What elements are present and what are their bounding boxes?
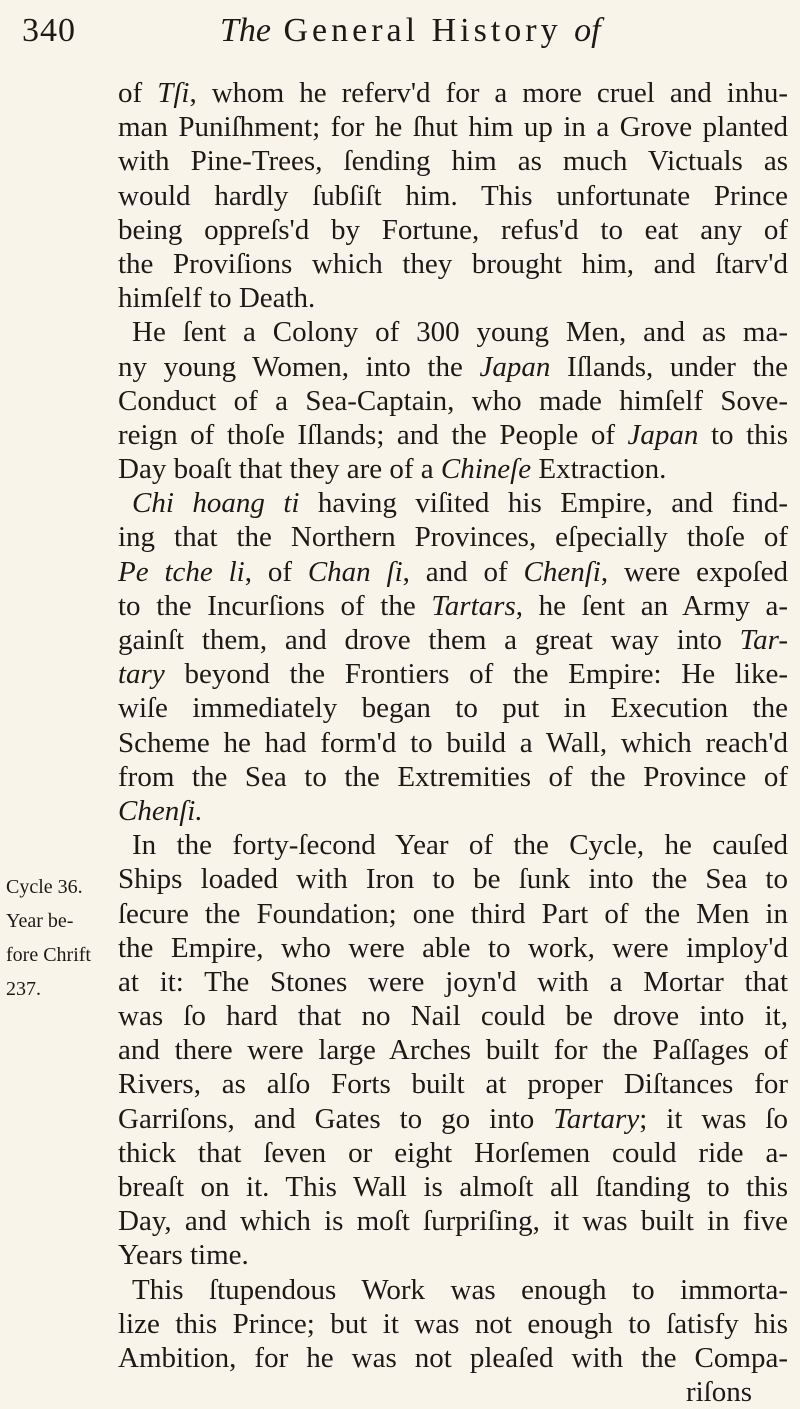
margin-note-line: Cycle 36. <box>6 876 83 898</box>
text-run: lize this Prince; but it was not enough to ſatisfy his <box>118 1307 788 1340</box>
running-head-suffix: of <box>574 12 601 49</box>
text-line <box>118 760 788 794</box>
text-line <box>118 281 788 315</box>
text-run: the Empire, who were able to work, were imploy'd <box>118 931 788 964</box>
text-line <box>118 691 788 725</box>
text-run: Rivers, as alſo Forts built at proper Diſtances for <box>118 1068 788 1101</box>
text-run: ny young Women, into the <box>118 350 480 383</box>
text-line <box>118 1238 788 1272</box>
text-run: breaſt on it. This Wall is almoſt all ſtanding to this <box>118 1171 788 1203</box>
text-run: with Pine-Trees, ſending him as much Victuals as <box>118 145 788 178</box>
margin-note <box>6 870 102 1006</box>
text-run: Ships loaded with Iron to be ſunk into the Sea to <box>118 863 788 896</box>
text-line <box>118 179 788 213</box>
text-run: Scheme he had form'd to build a Wall, which reach'd <box>118 726 788 759</box>
text-run: reign of thoſe Iſlands; and the People of <box>118 418 628 451</box>
text-line <box>118 1170 788 1204</box>
text-line <box>118 657 788 691</box>
text-line <box>118 1341 788 1375</box>
text-line <box>118 213 788 247</box>
text-run: gainſt them, and drove them a great way into <box>118 624 740 656</box>
text-line <box>118 350 788 384</box>
italic-text: Japan <box>479 350 551 383</box>
text-run: and there were large Arches built for the Paſſages of <box>118 1034 788 1067</box>
italic-text: Chenſi <box>523 555 601 588</box>
text-line <box>118 1375 788 1409</box>
italic-text: Chineſe <box>440 453 532 486</box>
text-line <box>118 384 788 418</box>
page-header <box>22 12 782 72</box>
text-run: having viſited his Empire, and find- <box>299 487 788 520</box>
text-run: Ambition, for he was not pleaſed with the Compa- <box>118 1341 788 1374</box>
text-run: at it: The Stones were joyn'd with a Mortar that <box>118 965 788 998</box>
text-line <box>118 862 788 896</box>
text-line <box>118 247 788 281</box>
italic-text: Chi hoang ti <box>132 487 300 520</box>
text-line <box>118 589 788 623</box>
text-line <box>118 555 788 589</box>
text-run: Conduct of a Sea-Captain, who made himſelf Sove- <box>118 384 788 417</box>
text-line <box>118 828 788 862</box>
text-line <box>118 520 788 554</box>
text-run: riſons <box>685 1376 752 1409</box>
italic-text: Chenſi. <box>118 794 203 827</box>
margin-note-line: Year be- <box>6 910 74 932</box>
text-run: ; it was ſo <box>639 1102 788 1135</box>
text-run: He ſent a Colony of 300 young Men, and as ma- <box>132 316 788 349</box>
italic-text: tary <box>118 658 165 691</box>
text-run: ing that the Northern Provinces, eſpecially thoſe of <box>118 521 788 554</box>
text-run: from the Sea to the Extremities of the Province of <box>118 760 788 793</box>
text-run: Iſlands, under the <box>550 350 789 383</box>
margin-note-line: fore Chrift <box>6 944 91 966</box>
margin-note-line: 237. <box>6 978 41 1000</box>
text-run: to this <box>698 418 788 451</box>
text-line <box>118 144 788 178</box>
text-line <box>118 1307 788 1341</box>
page-number: 340 <box>22 12 76 49</box>
running-head-prefix: The <box>220 12 271 49</box>
text-line <box>118 726 788 760</box>
text-line <box>118 897 788 931</box>
text-line <box>118 1102 788 1136</box>
text-run: thick that ſeven or eight Horſemen could ride a- <box>118 1136 788 1169</box>
body-text <box>118 76 788 1409</box>
text-run: , of <box>244 555 308 588</box>
text-run: This ſtupendous Work was enough to immorta- <box>132 1273 788 1306</box>
italic-text: Chan ſi <box>307 555 403 588</box>
text-run: Day boaſt that they are of a <box>118 453 441 486</box>
text-run: wiſe immediately began to put in Execution the <box>118 692 788 725</box>
text-line <box>118 931 788 965</box>
text-line <box>118 452 788 486</box>
text-run: man Puniſhment; for he ſhut him up in a Grove planted <box>118 111 788 144</box>
text-run: himſelf to Death. <box>118 282 316 315</box>
text-run: to the Incurſions of the <box>118 589 432 622</box>
text-run: , and of <box>402 555 524 588</box>
text-run: of <box>118 77 158 109</box>
italic-text: Tar- <box>739 624 788 656</box>
text-line <box>118 76 788 110</box>
text-run: ſecure the Foundation; one third Part of the Men in <box>118 897 788 930</box>
text-run: , he ſent an Army a- <box>515 589 788 622</box>
text-line <box>118 1067 788 1101</box>
text-line <box>118 418 788 452</box>
text-line <box>118 486 788 520</box>
text-run: Extraction. <box>531 453 667 486</box>
text-line <box>118 1273 788 1307</box>
italic-text: Japan <box>627 418 699 451</box>
text-run: , whom he referv'd for a more cruel and inhu- <box>189 77 788 109</box>
text-run: Years time. <box>118 1239 249 1272</box>
italic-text: Tartars <box>431 589 516 622</box>
text-line <box>118 315 788 349</box>
text-line <box>118 623 788 657</box>
italic-text: Pe tche li <box>118 555 245 588</box>
text-run: would hardly ſubſiſt him. This unfortunate Prince <box>118 179 788 212</box>
text-line <box>118 999 788 1033</box>
text-run: , were expoſed <box>600 555 788 588</box>
italic-text: Tartary <box>553 1102 640 1135</box>
text-run: Garriſons, and Gates to go into <box>118 1102 554 1135</box>
text-line <box>118 1204 788 1238</box>
text-run: Day, and which is moſt ſurpriſing, it was built in five <box>118 1205 788 1238</box>
text-run: beyond the Frontiers of the Empire: He like- <box>164 658 788 691</box>
text-line <box>118 794 788 828</box>
text-run: was ſo hard that no Nail could be drove into it, <box>118 1000 788 1033</box>
running-head <box>220 12 601 50</box>
italic-text: Tſi <box>157 77 190 109</box>
text-line <box>118 1033 788 1067</box>
text-line <box>118 1136 788 1170</box>
text-line <box>118 110 788 144</box>
text-run: In the forty-ſecond Year of the Cycle, he cauſed <box>132 829 788 862</box>
running-head-title: General History <box>283 12 562 49</box>
text-run: being oppreſs'd by Fortune, refus'd to eat any of <box>118 213 788 246</box>
text-run: the Proviſions which they brought him, and ſtarv'd <box>118 247 788 280</box>
text-line <box>118 965 788 999</box>
